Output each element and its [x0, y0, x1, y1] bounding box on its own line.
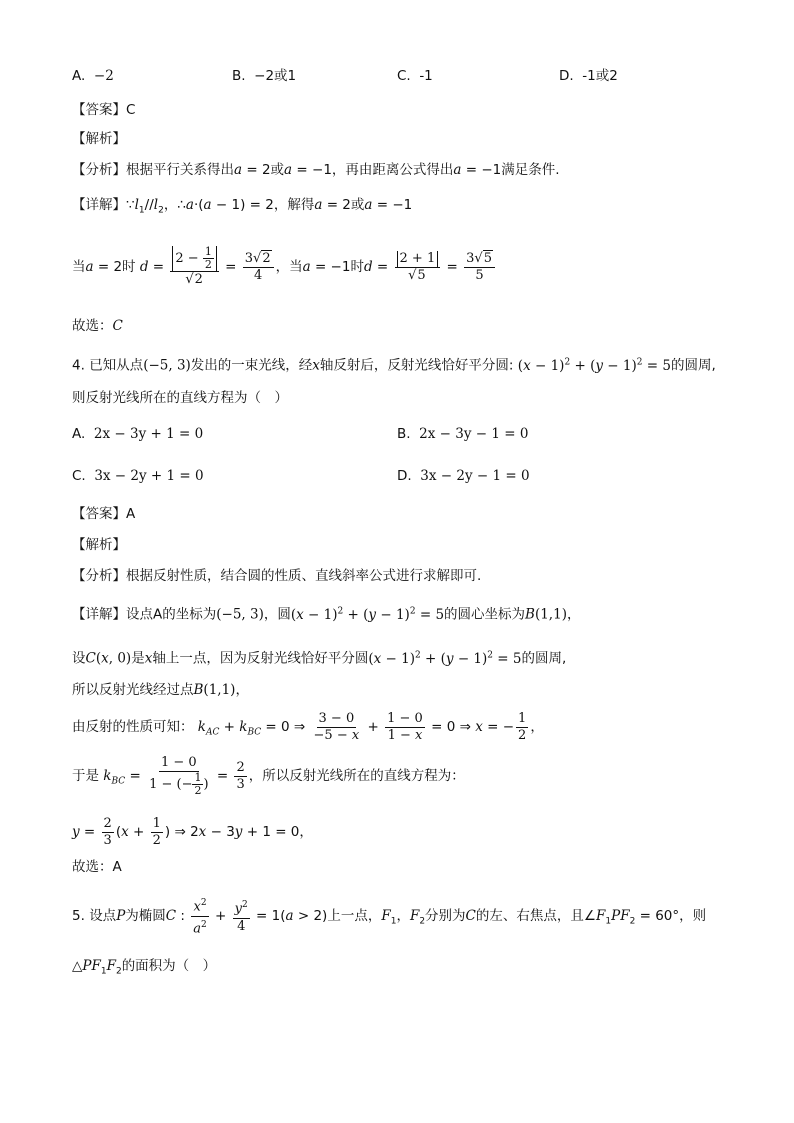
q4-xiangjie-line3: 所以反射光线经过点B(1,1)， — [72, 682, 249, 698]
q3-answer: 【答案】C — [72, 102, 136, 118]
option-d: D. 3x − 2y − 1 = 0 — [397, 468, 530, 484]
q5-stem-line1: 5. 设点P为椭圆C : $\frac{x^2}{a^2}$ + $\frac{y^2}{4}$ = 1(a > 2)上一点，$F_1$，$F_2$分别为C的左、右焦点，且$\angle F_1PF_2 = 60^\circ$，则 — [72, 894, 706, 938]
q4-xiangjie-line1: 【详解】设点A的坐标为(−5, 3)，圆$(x - 1)^2 + (y - 1)^2 = 5$的圆心坐标为B(1,1)， — [72, 606, 581, 623]
q4-stem-line1: 4. 已知从点(−5, 3)发出的一束光线，经x轴反射后，反射光线恰好平分圆: $(x - 1)^2 + (y - 1)^2 = 5$的圆周, — [72, 357, 716, 374]
q4-xiangjie-line2: 设C(x, 0)是x轴上一点，因为反射光线恰好平分圆$(x - 1)^2 + (y - 1)^2 = 5$的圆周, — [72, 650, 567, 667]
option-a: A. −2 — [72, 68, 114, 84]
option-b: B. −2或1 — [232, 68, 297, 84]
q4-kbc: 于是 $k_{BC}$ = 1 − 0 1 − (− $\frac{1}{2}$ ) = $\frac{2}{3}$ ，所以反射光线所在的直线方程为： — [72, 755, 465, 797]
option-d: D. -1或2 — [559, 68, 618, 84]
q4-stem-line2: 则反射光线所在的直线方程为（ ） — [72, 390, 288, 406]
q4-conclusion: 故选：A — [72, 859, 122, 875]
q5-stem-line2: $\triangle PF_1F_2$的面积为（ ） — [72, 958, 217, 977]
q3-fenxi: 【分析】根据平行关系得出a = 2或a = −1，再由距离公式得出a = −1满足条件. — [72, 162, 560, 178]
q3-conclusion: 故选：C — [72, 318, 123, 334]
q4-fenxi: 【分析】根据反射性质，结合圆的性质、直线斜率公式进行求解即可. — [72, 568, 482, 584]
option-c: C. -1 — [397, 68, 433, 84]
q3-distance-formula: 当a = 2时 d = 2 − $\frac{1}{2}$ √2 = $\frac{3√2}{4}$ ，当a = −1时d = $\frac{2 + 1}{√5}$ = $\frac{3√5}{5}$ — [72, 237, 497, 297]
q4-slope-equation: 由反射的性质可知： $k_{AC} + k_{BC} = 0$ ⇒ $\frac{3 - 0}{-5 - x}$ + $\frac{1 - 0}{1 - x}$ = 0 ⇒ x = − $\frac{1}{2}$ ， — [72, 710, 544, 743]
option-b: B. 2x − 3y − 1 = 0 — [397, 426, 529, 442]
q3-xiangjie: 【详解】$\because l_1//l_2$，∴a·(a − 1) = 2，解得a = 2或a = −1 — [72, 197, 413, 216]
q4-line-equation: y = $\frac{2}{3}$ (x + $\frac{1}{2}$ ) ⇒ 2x − 3y + 1 = 0， — [72, 815, 313, 848]
q4-answer: 【答案】A — [72, 506, 136, 522]
option-a: A. 2x − 3y + 1 = 0 — [72, 426, 204, 442]
q4-analysis-tag: 【解析】 — [72, 537, 126, 553]
q3-analysis-tag: 【解析】 — [72, 131, 126, 147]
option-c: C. 3x − 2y + 1 = 0 — [72, 468, 204, 484]
